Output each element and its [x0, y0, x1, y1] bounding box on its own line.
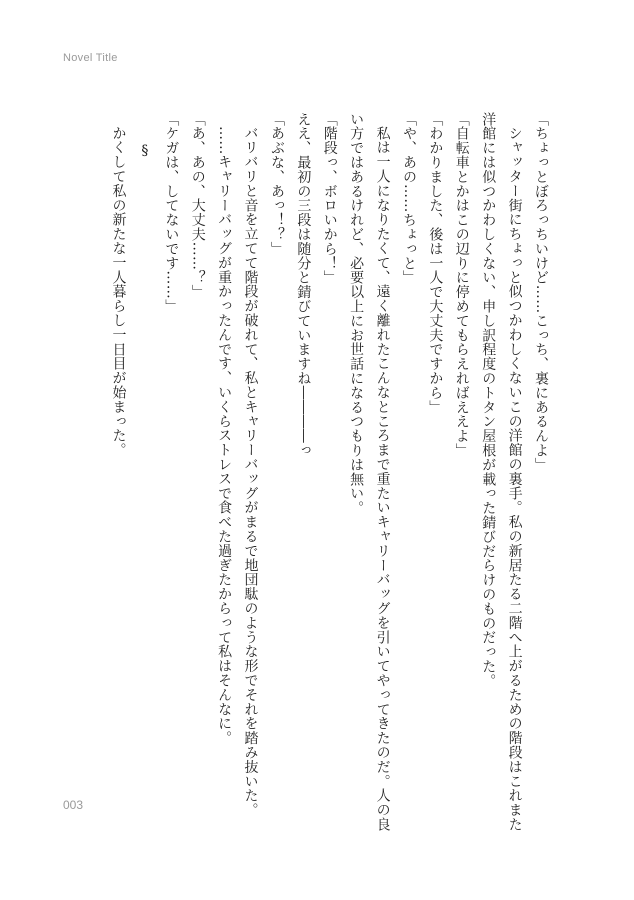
paragraph-dialogue: 「階段っ、ボロいから！」: [321, 112, 338, 285]
novel-body-text: [74, 112, 554, 832]
paragraph-dialogue: 「あぶな、あっ！？」: [268, 112, 285, 256]
paragraph-dialogue: 「ちょっとぼろっちいけど……こっち、裏にあるんよ」: [533, 112, 549, 472]
paragraph-dialogue: 「わかりました、後は一人で大丈夫ですから」: [427, 112, 444, 415]
paragraph-narration: ……キャリーバッグが重かったんです、いくらストレスで食べた過ぎたからって私はそんなに。: [216, 126, 233, 746]
paragraph-narration: ええ、最初の三段は随分と錆びていますね――――っ: [295, 112, 312, 458]
paragraph-dialogue: 「自転車とかはこの辺りに停めてもらえればええよ」: [453, 112, 470, 458]
section-break-mark: §: [136, 142, 153, 160]
paragraph-narration: シャッター街にちょっと似つかわしくないこの洋館の裏手。私の新居たる二階へ上がるための階段はこれまた洋館には似つかわしくない、申し訳程度のトタン屋根が載った錆びだらけのものだった。: [480, 112, 523, 832]
paragraph-dialogue: 「ケガは、してないです……」: [163, 112, 180, 314]
paragraph-narration: バリバリと音を立てて階段が破れて、私とキャリーバッグがまるで地団駄のような形でそれを踏み抜いた。: [242, 126, 259, 818]
paragraph-narration: 私は一人になりたくて、遠く離れたこんなところまで重たいキャリーバッグを引いてやってきたのだ。人の良い方ではあるけれど、必要以上にお世話になるつもりは無い。: [348, 112, 391, 832]
paragraph-dialogue: 「あ、あの、大丈夫……？」: [189, 112, 206, 300]
running-title: Novel Title: [63, 52, 118, 64]
page-number: 003: [63, 798, 84, 812]
paragraph-dialogue: 「や、あの……ちょっと」: [400, 112, 417, 285]
paragraph-narration: かくして私の新たな一人暮らし一日目が始まった。: [110, 126, 127, 458]
